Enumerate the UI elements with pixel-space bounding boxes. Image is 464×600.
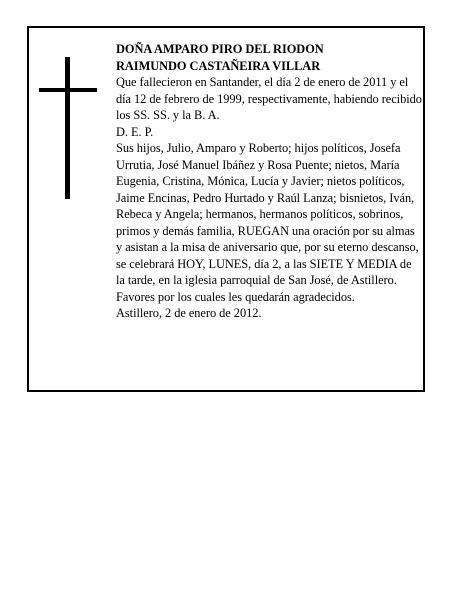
family-request: Sus hijos, Julio, Amparo y Roberto; hijos políticos, Josefa Urrutia, José Manuel Ibáñez y Rosa Puente; nietos, María Eugenia, Cristina, Mónica, Lucía y Javier; nietos políticos, Jaime Encinas, Pedro Hurtado y Raúl Lanza; bisnietos, Iván, Rebeca y Angela; hermanos, hermanos políticos, sobrinos, primos y demás familia, RUEGAN una oración por su almas y asistan a la misa de aniversario que, por su eterno descanso, se celebrará HOY, LUNES, día 2, a las SIETE Y MEDIA de la tarde, en la iglesia parroquial de San José, de Astillero. Favores por los cuales les quedarán agradecidos. (116, 141, 419, 304)
obituary-notice (27, 26, 425, 392)
deceased-name-2: RAIMUNDO CASTAÑEIRA VILLAR (116, 58, 321, 73)
cross-horizontal-bar (39, 88, 97, 92)
death-announcement: Que fallecieron en Santander, el día 2 de enero de 2011 y el día 12 de febrero de 1999, respectivamente, habiendo recibido los SS. SS. y la B. A. (116, 75, 422, 122)
obituary-text (116, 41, 423, 322)
dep-line: D. E. P. (116, 124, 154, 139)
cross-icon (39, 57, 97, 199)
deceased-name-1: DOÑA AMPARO PIRO DEL RIODON (116, 42, 324, 56)
place-and-date: Astillero, 2 de enero de 2012. (116, 306, 262, 320)
cross-vertical-bar (65, 57, 70, 199)
